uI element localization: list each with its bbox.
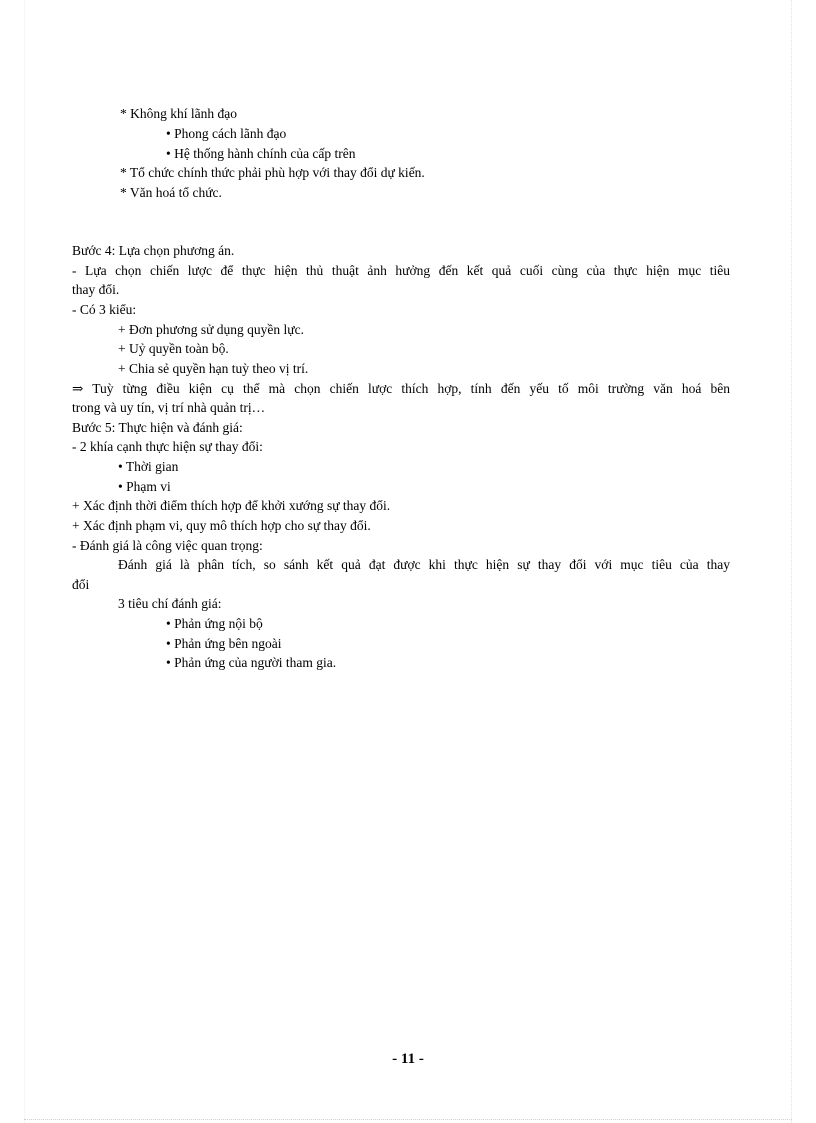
text-line: ⇒ Tuỳ từng điều kiện cụ thể mà chọn chiến lược thích hợp, tính đến yếu tố môi trường văn hoá bên xyxy=(72,381,730,396)
list-item: + Chia sẻ quyền hạn tuỳ theo vị trí. xyxy=(118,361,309,376)
list-item: + Uỷ quyền toàn bộ. xyxy=(118,341,229,356)
list-item: + Đơn phương sử dụng quyền lực. xyxy=(118,322,304,337)
text-line: Đánh giá là phân tích, so sánh kết quả đạt được khi thực hiện sự thay đổi với mục tiêu của thay xyxy=(118,557,730,572)
footer-dotted-rule xyxy=(24,1119,792,1120)
text-line: 3 tiêu chí đánh giá: xyxy=(118,596,222,611)
text-line: * Tổ chức chính thức phải phù hợp với thay đổi dự kiến. xyxy=(120,165,425,180)
text-line: - 2 khía cạnh thực hiện sự thay đổi: xyxy=(72,439,263,454)
page-number: - 11 - xyxy=(392,1051,424,1067)
step-heading: Bước 4: Lựa chọn phương án. xyxy=(72,243,235,258)
bullet-item: • Phạm vi xyxy=(118,479,171,494)
text-line: + Xác định thời điểm thích hợp để khởi xướng sự thay đổi. xyxy=(72,498,391,513)
text-line: - Lựa chọn chiến lược để thực hiện thủ thuật ảnh hưởng đến kết quả cuối cùng của thực hiện mục tiêu xyxy=(72,263,730,278)
bullet-item: • Phản ứng bên ngoài xyxy=(166,636,282,651)
text-line: - Đánh giá là công việc quan trọng: xyxy=(72,538,263,553)
bullet-item: • Phản ứng của người tham gia. xyxy=(166,655,337,670)
step-heading: Bước 5: Thực hiện và đánh giá: xyxy=(72,420,243,435)
left-dotted-rule xyxy=(24,0,25,1123)
bullet-item: • Phong cách lãnh đạo xyxy=(166,126,287,141)
text-line: trong và uy tín, vị trí nhà quản trị… xyxy=(72,400,266,415)
bullet-item: • Hệ thống hành chính của cấp trên xyxy=(166,146,356,161)
text-line: * Văn hoá tổ chức. xyxy=(120,185,222,200)
text-line: - Có 3 kiểu: xyxy=(72,302,137,317)
text-line: đổi xyxy=(72,577,90,592)
right-dotted-rule xyxy=(791,0,792,1123)
bullet-item: • Phản ứng nội bộ xyxy=(166,616,263,631)
text-line: * Không khí lãnh đạo xyxy=(120,106,237,121)
bullet-item: • Thời gian xyxy=(118,459,179,474)
text-line: + Xác định phạm vi, quy mô thích hợp cho sự thay đổi. xyxy=(72,518,371,533)
text-line: thay đổi. xyxy=(72,282,120,297)
